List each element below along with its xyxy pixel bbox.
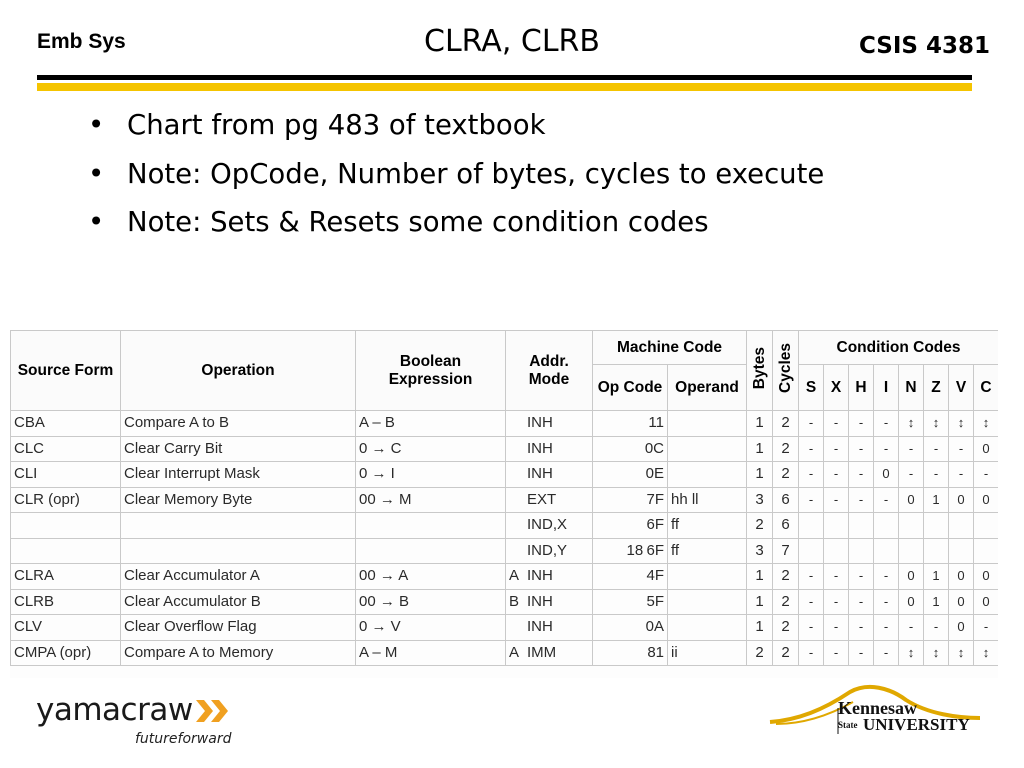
header-bytes (747, 331, 773, 411)
cell-condition-flag (799, 513, 824, 539)
cell-condition-flag: - (849, 487, 874, 513)
cell-condition-flag: - (849, 436, 874, 462)
header-flag-s: S (799, 365, 824, 411)
cell-operand (668, 564, 747, 590)
cell-cycles: 6 (773, 513, 799, 539)
header-rule-black (37, 75, 972, 80)
cell-addr-mode (506, 538, 593, 564)
cell-condition-flag: - (899, 615, 924, 641)
cell-op-code (593, 487, 668, 513)
cell-condition-flag: 0 (949, 589, 974, 615)
cell-condition-flag: ↕ (899, 640, 924, 666)
cell-accumulator: A (509, 567, 520, 585)
cell-condition-flag: - (799, 411, 824, 437)
cell-op-code (593, 436, 668, 462)
cell-bytes: 2 (747, 513, 773, 539)
cell-condition-flag: - (824, 615, 849, 641)
cell-boolean-expression (356, 513, 506, 539)
cell-op-code (593, 513, 668, 539)
cell-condition-flag: - (799, 487, 824, 513)
cell-accumulator: B (509, 592, 520, 610)
yamacraw-tagline: futureforward (135, 731, 232, 747)
cell-bytes: 1 (747, 615, 773, 641)
header-rule-yellow (37, 83, 972, 91)
cell-condition-flag: - (874, 589, 899, 615)
cell-boolean-expression: 00 → M (356, 487, 506, 513)
cell-condition-flag (849, 513, 874, 539)
cell-cycles: 2 (773, 436, 799, 462)
cell-condition-flag: 0 (899, 564, 924, 590)
cell-operation (121, 513, 356, 539)
bullet-item: • Chart from pg 483 of textbook (86, 106, 824, 155)
cell-cycles: 2 (773, 615, 799, 641)
cell-op-code-value: 7F (646, 490, 664, 508)
cell-boolean-expression: A – B (356, 411, 506, 437)
cell-cycles: 2 (773, 564, 799, 590)
cell-bytes: 1 (747, 411, 773, 437)
cell-condition-flag: 0 (974, 589, 998, 615)
cell-condition-flag (799, 538, 824, 564)
cell-condition-flag: - (974, 615, 998, 641)
cell-bytes: 3 (747, 538, 773, 564)
instruction-table (10, 330, 998, 666)
header-flag-z: Z (924, 365, 949, 411)
instruction-table-image (10, 330, 998, 678)
cell-cycles: 7 (773, 538, 799, 564)
cell-op-code (593, 411, 668, 437)
cell-op-code (593, 462, 668, 488)
cell-operand (668, 462, 747, 488)
kennesaw-logo (768, 680, 982, 744)
cell-condition-flag: - (824, 436, 849, 462)
cell-addr-mode (506, 513, 593, 539)
cell-operand: hh ll (668, 487, 747, 513)
cell-condition-flag: - (899, 462, 924, 488)
header-flag-x: X (824, 365, 849, 411)
cell-op-code-value: 0E (645, 465, 664, 483)
cell-condition-flag: ↕ (949, 640, 974, 666)
cell-addr-mode (506, 487, 593, 513)
table-row (11, 436, 999, 462)
course-label: Emb Sys (37, 30, 126, 53)
cell-op-code-value: 0C (644, 439, 664, 457)
table-row (11, 615, 999, 641)
cell-operation: Clear Carry Bit (121, 436, 356, 462)
cell-condition-flag: - (849, 564, 874, 590)
cell-condition-flag: - (799, 436, 824, 462)
cell-condition-flag: - (874, 615, 899, 641)
table-row (11, 462, 999, 488)
cell-condition-flag (899, 513, 924, 539)
cell-operand (668, 411, 747, 437)
cell-mode: INH (527, 439, 553, 457)
cell-condition-flag: - (924, 462, 949, 488)
cell-op-code-value: 81 (647, 643, 664, 661)
cell-source-form: CBA (11, 411, 121, 437)
cell-addr-mode (506, 564, 593, 590)
table-row (11, 589, 999, 615)
cell-operation: Clear Interrupt Mask (121, 462, 356, 488)
cell-condition-flag: - (849, 615, 874, 641)
table-row (11, 513, 999, 539)
cell-addr-mode (506, 436, 593, 462)
cell-boolean-expression: 0 → I (356, 462, 506, 488)
cell-addr-mode (506, 411, 593, 437)
cell-condition-flag: - (849, 411, 874, 437)
cell-operand: ff (668, 513, 747, 539)
cell-mode: INH (527, 618, 553, 636)
cell-cycles: 2 (773, 589, 799, 615)
cell-addr-mode (506, 589, 593, 615)
cell-cycles: 2 (773, 462, 799, 488)
cell-source-form: CLR (opr) (11, 487, 121, 513)
cell-operand: ii (668, 640, 747, 666)
cell-condition-flag: 1 (924, 487, 949, 513)
cell-operation: Clear Overflow Flag (121, 615, 356, 641)
cell-condition-flag: 0 (899, 589, 924, 615)
header-flag-h: H (849, 365, 874, 411)
yamacraw-wordmark: yamacraw (36, 692, 193, 728)
double-chevron-icon (196, 698, 232, 724)
cell-condition-flag: - (824, 589, 849, 615)
cell-condition-flag (974, 538, 998, 564)
kennesaw-state: State (838, 720, 858, 730)
cell-condition-flag: 0 (974, 564, 998, 590)
cell-operation: Compare A to Memory (121, 640, 356, 666)
cell-condition-flag: - (849, 589, 874, 615)
cell-condition-flag: - (949, 462, 974, 488)
course-number: CSIS 4381 (858, 33, 990, 59)
header-flag-n: N (899, 365, 924, 411)
cell-op-code (593, 589, 668, 615)
bullet-item: • Note: OpCode, Number of bytes, cycles to execute (86, 155, 824, 204)
cell-mode: INH (527, 414, 553, 432)
cell-mode: EXT (527, 490, 557, 508)
cell-operand (668, 589, 747, 615)
cell-condition-flag (824, 538, 849, 564)
cell-condition-flag: ↕ (899, 411, 924, 437)
header-flag-i: I (874, 365, 899, 411)
cell-condition-flag: ↕ (949, 411, 974, 437)
cell-bytes: 2 (747, 640, 773, 666)
header-operand: Operand (668, 365, 747, 411)
cell-condition-flag: - (849, 462, 874, 488)
cell-condition-flag: - (874, 564, 899, 590)
cell-condition-flag: 0 (974, 436, 998, 462)
yamacraw-logo (36, 688, 266, 750)
cell-boolean-expression: A – M (356, 640, 506, 666)
cell-condition-flag: - (799, 640, 824, 666)
header-machine-code: Machine Code (593, 331, 747, 365)
table-row (11, 564, 999, 590)
cell-condition-flag: ↕ (924, 640, 949, 666)
cell-source-form: CLV (11, 615, 121, 641)
cell-bytes: 1 (747, 564, 773, 590)
cell-source-form: CLRA (11, 564, 121, 590)
cell-operand (668, 436, 747, 462)
cell-condition-flag: ↕ (974, 640, 998, 666)
bullet-item: • Note: Sets & Resets some condition codes (86, 203, 824, 252)
cell-condition-flag: - (799, 564, 824, 590)
cell-op-code (593, 564, 668, 590)
slide-title: CLRA, CLRB (424, 24, 600, 59)
header-flag-c: C (974, 365, 998, 411)
cell-condition-flag: 0 (874, 462, 899, 488)
cell-condition-flag (949, 513, 974, 539)
cell-condition-flag: - (799, 462, 824, 488)
kennesaw-university: UNIVERSITY (863, 715, 970, 734)
table-body (11, 411, 999, 666)
header-op-code: Op Code (593, 365, 668, 411)
cell-mode: INH (527, 465, 553, 483)
cell-bytes: 1 (747, 462, 773, 488)
table-row (11, 411, 999, 437)
cell-condition-flag (924, 513, 949, 539)
cell-condition-flag (924, 538, 949, 564)
cell-boolean-expression: 00 → A (356, 564, 506, 590)
cell-condition-flag: - (824, 411, 849, 437)
cell-mode: IND,X (527, 516, 568, 534)
cell-condition-flag (874, 538, 899, 564)
cell-condition-flag (899, 538, 924, 564)
cell-boolean-expression (356, 538, 506, 564)
cell-operand (668, 615, 747, 641)
cell-source-form: CLRB (11, 589, 121, 615)
cell-condition-flag: - (874, 640, 899, 666)
cell-cycles: 2 (773, 640, 799, 666)
cell-condition-flag: - (924, 436, 949, 462)
cell-op-code-value: 4F (646, 567, 664, 585)
cell-source-form (11, 538, 121, 564)
header-cycles (773, 331, 799, 411)
cell-condition-flag: - (824, 487, 849, 513)
cell-boolean-expression: 0 → V (356, 615, 506, 641)
cell-cycles: 6 (773, 487, 799, 513)
cell-source-form (11, 513, 121, 539)
cell-cycles: 2 (773, 411, 799, 437)
header-cycles-text: Cycles (776, 343, 794, 393)
cell-op-code (593, 538, 668, 564)
cell-condition-flag: - (799, 615, 824, 641)
cell-condition-flag (824, 513, 849, 539)
cell-op-code-value: 0A (645, 618, 664, 636)
cell-condition-flag: 0 (949, 615, 974, 641)
cell-operand: ff (668, 538, 747, 564)
cell-condition-flag (949, 538, 974, 564)
cell-mode: IMM (527, 643, 557, 661)
cell-operation: Compare A to B (121, 411, 356, 437)
cell-condition-flag (849, 538, 874, 564)
cell-condition-flag: 1 (924, 589, 949, 615)
cell-condition-flag: - (849, 640, 874, 666)
kennesaw-wordmark: Kennesaw (838, 698, 918, 718)
cell-operation: Clear Accumulator B (121, 589, 356, 615)
cell-bytes: 1 (747, 589, 773, 615)
cell-mode: INH (527, 567, 553, 585)
cell-condition-flag: - (799, 589, 824, 615)
header-bytes-text: Bytes (750, 346, 768, 390)
header-condition-codes: Condition Codes (799, 331, 998, 365)
cell-condition-flag: - (824, 462, 849, 488)
table-row (11, 487, 999, 513)
cell-prebyte: 18 (626, 541, 644, 559)
cell-condition-flag: - (874, 436, 899, 462)
cell-condition-flag: - (924, 615, 949, 641)
cell-boolean-expression: 00 → B (356, 589, 506, 615)
table-row (11, 640, 999, 666)
cell-condition-flag: - (874, 487, 899, 513)
cell-condition-flag: 1 (924, 564, 949, 590)
header-flag-v: V (949, 365, 974, 411)
cell-operation: Clear Memory Byte (121, 487, 356, 513)
cell-condition-flag: - (874, 411, 899, 437)
cell-source-form: CLI (11, 462, 121, 488)
header-addr-mode: Addr. Mode (506, 331, 593, 411)
cell-boolean-expression: 0 → C (356, 436, 506, 462)
header-source-form: Source Form (11, 331, 121, 411)
table-row (11, 538, 999, 564)
cell-addr-mode (506, 640, 593, 666)
cell-op-code (593, 615, 668, 641)
cell-bytes: 3 (747, 487, 773, 513)
cell-op-code-value: 6F (646, 541, 664, 559)
cell-operation: Clear Accumulator A (121, 564, 356, 590)
cell-source-form: CMPA (opr) (11, 640, 121, 666)
cell-op-code-value: 5F (646, 592, 664, 610)
cell-condition-flag (974, 513, 998, 539)
cell-mode: INH (527, 592, 553, 610)
cell-condition-flag: - (824, 640, 849, 666)
cell-accumulator: A (509, 643, 520, 661)
cell-bytes: 1 (747, 436, 773, 462)
cell-condition-flag: - (974, 462, 998, 488)
cell-condition-flag: ↕ (974, 411, 998, 437)
cell-condition-flag: 0 (899, 487, 924, 513)
cell-addr-mode (506, 462, 593, 488)
cell-condition-flag: ↕ (924, 411, 949, 437)
header-operation: Operation (121, 331, 356, 411)
cell-operation (121, 538, 356, 564)
cell-op-code-value: 11 (648, 414, 664, 432)
cell-mode: IND,Y (527, 541, 568, 559)
bullet-list (86, 106, 824, 252)
cell-condition-flag: - (824, 564, 849, 590)
cell-condition-flag: 0 (949, 487, 974, 513)
cell-condition-flag (874, 513, 899, 539)
cell-condition-flag: - (899, 436, 924, 462)
cell-condition-flag: - (949, 436, 974, 462)
cell-source-form: CLC (11, 436, 121, 462)
cell-op-code (593, 640, 668, 666)
header-boolean-expression: Boolean Expression (356, 331, 506, 411)
cell-op-code-value: 6F (646, 516, 664, 534)
cell-addr-mode (506, 615, 593, 641)
cell-condition-flag: 0 (974, 487, 998, 513)
cell-condition-flag: 0 (949, 564, 974, 590)
